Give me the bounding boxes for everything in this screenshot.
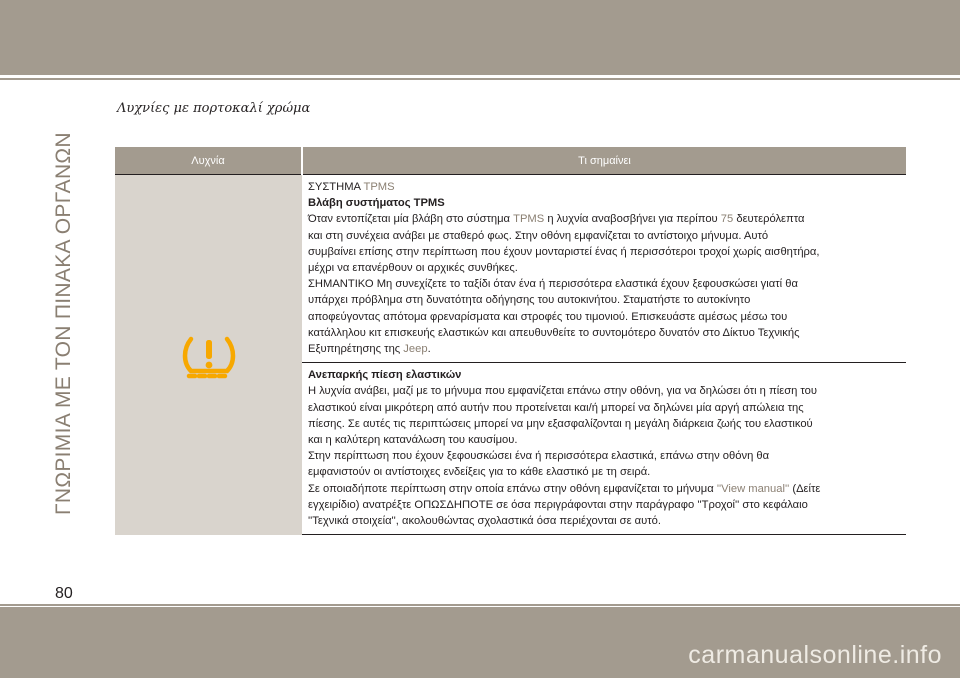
text-line: αποφεύγοντας απότομα φρεναρίσματα και στροφές του τιμονιού. Επισκευάστε αμέσως μέσω του <box>308 310 788 323</box>
warning-lamp-table <box>115 147 906 535</box>
text-line: Στην περίπτωση που έχουν ξεφουσκώσει ένα ή περισσότερα ελαστικά, επάνω στην οθόνη θα <box>308 450 770 463</box>
text-line: Η λυχνία ανάβει, μαζί με το μήνυμα που εμφανίζεται επάνω στην οθόνη, για να δηλώσει ότι η πίεση του <box>308 385 818 398</box>
text-span: δευτερόλεπτα <box>733 213 805 226</box>
text-line: ελαστικού είναι μικρότερη από αυτήν που προτείνεται και/ή μπορεί να δηλώνει μία αργή απώλεια της <box>308 401 804 414</box>
text-line: και η καλύτερη κατανάλωση του καυσίμου. <box>308 434 518 447</box>
text-line: μέχρι να επανέρθουν οι αρχικές συνθήκες. <box>308 262 518 275</box>
text-line: κατάλληλου κιτ επισκευής ελαστικών και απευθυνθείτε το συντομότερο δυνατόν στο Δίκτυο Τεχνικής <box>308 326 800 339</box>
footer-rule <box>0 604 960 606</box>
text-span: TPMS <box>513 213 545 226</box>
low-pressure-title: Ανεπαρκής πίεση ελαστικών <box>308 369 462 382</box>
text-line: εμφανιστούν οι αντίστοιχες ενδείξεις για το κάθε ελαστικό με τη σειρά. <box>308 466 651 479</box>
text-line: υπάρχει πρόβλημα στη δυνατότητα οδήγησης του αυτοκινήτου. Σταματήστε το αυτοκίνητο <box>308 294 751 307</box>
text-span: . <box>427 343 431 356</box>
text-line <box>308 211 900 227</box>
text-line: εγχειρίδιο) ανατρέξτε ΟΠΩΣΔΗΠΟΤΕ σε όσα περιγράφονται στην παράγραφο ''Τροχοί'' στο κεφάλαιο <box>308 498 808 511</box>
text-span: Εξυπηρέτησης της <box>308 343 404 356</box>
text-line <box>308 179 900 195</box>
tpms-fault-title: Βλάβη συστήματος TPMS <box>308 197 445 210</box>
header-rule <box>0 78 960 80</box>
lamp-icon-cell <box>115 175 302 535</box>
text-span: ΣΥΣΤΗΜΑ <box>308 181 364 193</box>
text-line: πίεσης. Σε αυτές τις περιπτώσεις μπορεί να μην εξασφαλίζονται η μεγάλη διάρκεια ζωής του ελαστικού <box>308 417 813 430</box>
text-span: TPMS <box>363 181 395 193</box>
text-span: Όταν εντοπίζεται μία βλάβη στο σύστημα <box>308 213 514 226</box>
text-span: 75 <box>720 213 734 226</box>
table-header-row <box>115 147 906 175</box>
header-band <box>0 0 960 75</box>
column-header-meaning: Τι σημαίνει <box>302 147 906 175</box>
text-span: (Δείτε <box>789 482 821 495</box>
text-line: ΣΗΜΑΝΤΙΚΟ Μη συνεχίζετε το ταξίδι όταν ένα ή περισσότερα ελαστικά έχουν ξεφουσκώσει γιατί θα <box>308 278 798 291</box>
column-header-lamp: Λυχνία <box>115 147 302 175</box>
low-pressure-description <box>302 363 906 535</box>
text-span: η λυχνία αναβοσβήνει για περίπου <box>544 213 721 226</box>
text-span: ''View manual'' <box>716 482 790 495</box>
text-line: ''Τεχνικά στοιχεία'', ακολουθώντας σχολαστικά όσα περιέχονται σε αυτό. <box>308 515 662 528</box>
chapter-side-title: ΓΝΩΡΙΜΙΑ ΜΕ ΤΟΝ ΠΙΝΑΚΑ ΟΡΓΑΝΩΝ <box>52 132 75 515</box>
text-line: και στη συνέχεια ανάβει με σταθερό φως. Στην οθόνη εμφανίζεται το αντίστοιχο μήνυμα. Αυτό <box>308 229 769 242</box>
page-number: 80 <box>55 585 73 602</box>
text-line <box>308 481 900 497</box>
table-row <box>115 175 906 363</box>
text-span: Jeep <box>403 343 428 356</box>
tpms-fault-description <box>302 175 906 363</box>
section-heading: Λυχνίες με πορτοκαλί χρώμα <box>117 101 311 116</box>
watermark-text: carmanualsonline.info <box>688 641 942 669</box>
tpms-warning-icon <box>179 325 239 385</box>
text-line <box>308 341 900 357</box>
text-line: συμβαίνει επίσης στην περίπτωση που έχουν μονταριστεί ένας ή περισσότεροι τροχοί χωρίς αισθητήρα, <box>308 245 820 258</box>
text-span: Σε οποιαδήποτε περίπτωση στην οποία επάνω στην οθόνη εμφανίζεται το μήνυμα <box>308 482 717 495</box>
